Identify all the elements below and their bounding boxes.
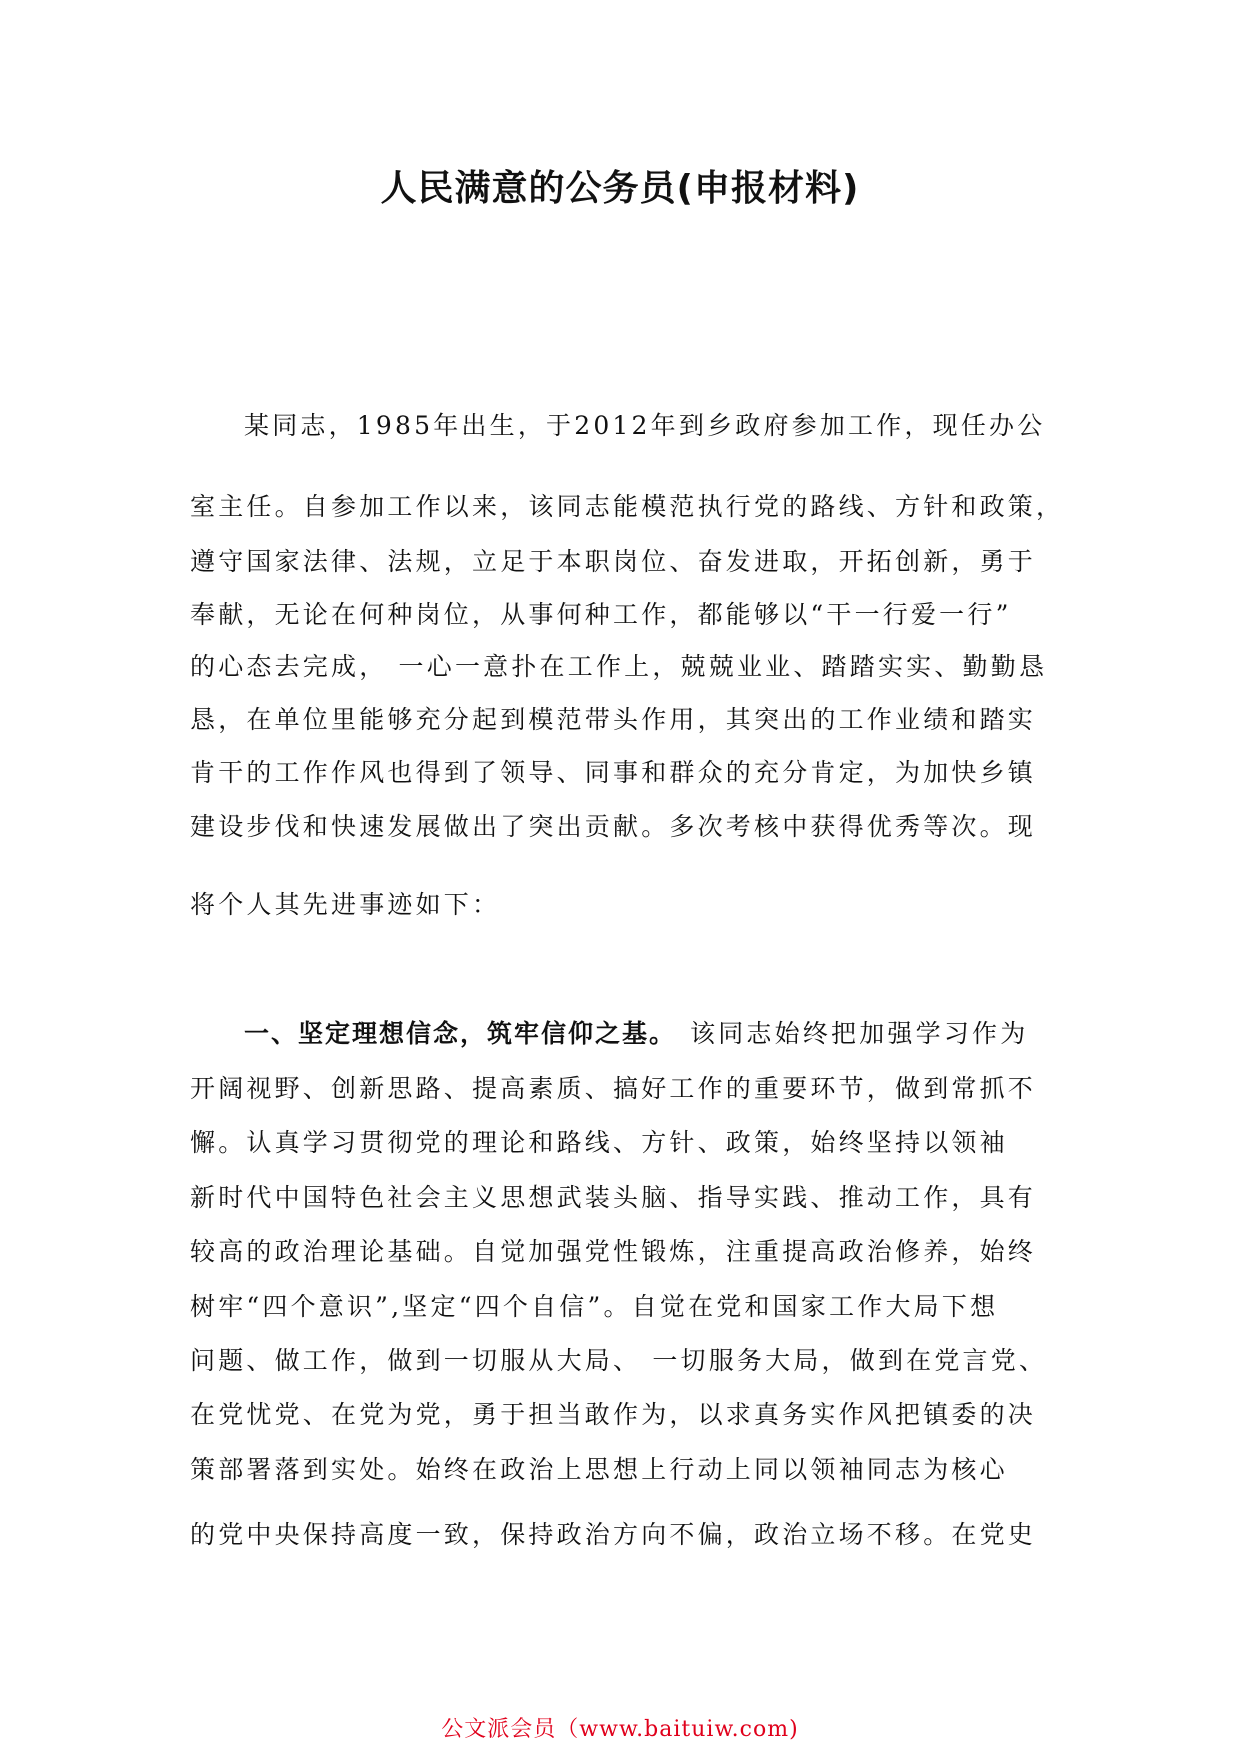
intro-line-3: 遵守国家法律、法规，立足于本职岗位、奋发进取，开拓创新，勇于 [190,547,1037,576]
intro-line-9: 将个人其先进事迹如下： [190,890,501,919]
section1-line-6: 树牢“四个意识”,坚定“四个自信”。自觉在党和国家工作大局下想 [190,1292,999,1321]
section1-first-line-text: 该同志始终把加强学习作为 [690,1019,1029,1048]
section1-heading: 一、坚定理想信念，筑牢信仰之基。 [244,1019,677,1048]
section1-line-2: 开阔视野、创新思路、提高素质、搞好工作的重要环节，做到常抓不 [190,1074,1037,1103]
section1-line-10: 的党中央保持高度一致，保持政治方向不偏，政治立场不移。在党史 [190,1520,1037,1549]
section1-line-7: 问题、做工作，做到一切服从大局、 一切服务大局，做到在党言党、 [190,1346,1048,1375]
intro-line-7: 肯干的工作作风也得到了领导、同事和群众的充分肯定，为加快乡镇 [190,758,1037,787]
intro-line-4: 奉献，无论在何种岗位，从事何种工作，都能够以“干一行爱一行” [190,600,1012,629]
section1-line-3: 懈。认真学习贯彻党的理论和路线、方针、政策，始终坚持以领袖 [190,1128,1008,1157]
intro-line-2: 室主任。自参加工作以来，该同志能模范执行党的路线、方针和政策， [190,492,1065,521]
section1-line-5: 较高的政治理论基础。自觉加强党性锻炼，注重提高政治修养，始终 [190,1237,1037,1266]
section1-first-line [244,1017,1028,1051]
footer-watermark-link[interactable]: 公文派会员（www.baituiw.com) [441,1717,799,1742]
intro-line-5: 的心态去完成， 一心一意扑在工作上，兢兢业业、踏踏实实、勤勤恳 [190,652,1048,681]
section1-line-9: 策部署落到实处。始终在政治上思想上行动上同以领袖同志为核心 [190,1455,1008,1484]
intro-line-1: 某同志，1985年出生，于2012年到乡政府参加工作，现任办公 [244,411,1046,440]
document-title: 人民满意的公务员(申报材料) [380,168,860,209]
intro-line-8: 建设步伐和快速发展做出了突出贡献。多次考核中获得优秀等次。现 [190,812,1037,841]
section1-line-4: 新时代中国特色社会主义思想武装头脑、指导实践、推动工作，具有 [190,1183,1037,1212]
intro-line-6: 恳，在单位里能够充分起到模范带头作用，其突出的工作业绩和踏实 [190,705,1037,734]
section1-line-8: 在党忧党、在党为党，勇于担当敢作为，以求真务实作风把镇委的决 [190,1400,1037,1429]
